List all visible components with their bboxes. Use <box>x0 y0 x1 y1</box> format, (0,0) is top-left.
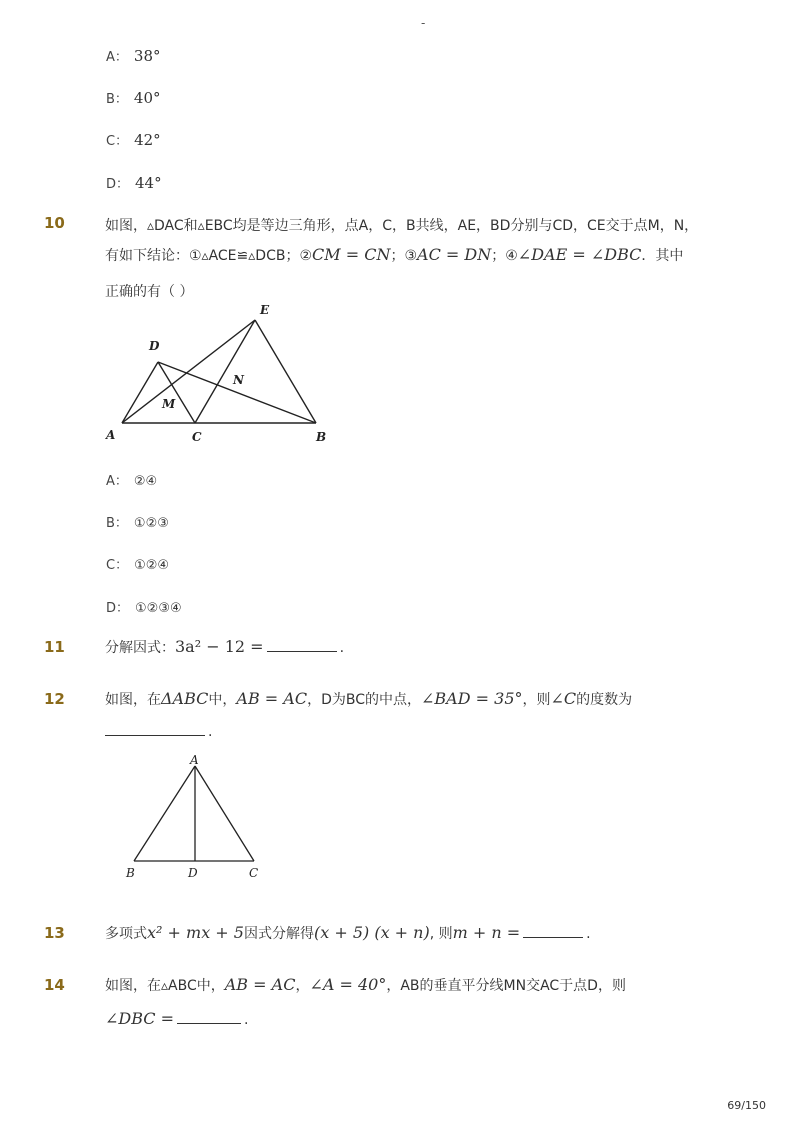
option-letter: B： <box>106 516 128 531</box>
q14-text: 如图，在▵ABC中， <box>105 978 225 994</box>
q12-line1 <box>105 689 632 709</box>
q10-option-c[interactable] <box>106 554 169 573</box>
option-value: ①②③④ <box>135 601 182 616</box>
q12-text: ，D为BC的中点， <box>307 692 422 708</box>
q14-math: AB = AC <box>224 975 296 994</box>
q12-number: 12 <box>44 690 65 708</box>
q10-option-b[interactable] <box>106 512 169 531</box>
q10-line2 <box>105 245 683 265</box>
option-letter: A： <box>106 50 128 65</box>
q11-text: 分解因式： <box>105 640 175 656</box>
label-a: A <box>106 428 116 442</box>
q12-text: 的度数为 <box>576 692 633 708</box>
q10-option-a[interactable] <box>106 470 157 489</box>
label-b: B <box>316 430 327 444</box>
answer-blank[interactable] <box>523 936 583 938</box>
option-letter: D： <box>106 177 130 192</box>
q14-text: ，AB的垂直平分线MN交AC于点D，则 <box>386 978 626 994</box>
q10-option-d[interactable] <box>106 597 182 616</box>
page-number: 69/150 <box>727 1099 766 1112</box>
label-d: D <box>188 866 198 880</box>
option-letter: C： <box>106 558 129 573</box>
q11-line <box>105 637 344 657</box>
q14-number: 14 <box>44 976 65 994</box>
q9-option-b[interactable] <box>106 88 161 107</box>
q10-math: ∠DAE = ∠DBC <box>517 245 642 264</box>
label-a: A <box>190 753 199 767</box>
q13-line <box>105 923 591 943</box>
label-e: E <box>260 303 270 317</box>
q13-number: 13 <box>44 924 65 942</box>
q12-math: ∠BAD = 35° <box>421 689 523 708</box>
label-c: C <box>249 866 259 880</box>
q10-text: ；④ <box>491 248 518 264</box>
q12-math: AB = AC <box>236 689 308 708</box>
q12-text: 中， <box>208 692 237 708</box>
q10-text: ．其中 <box>641 248 684 264</box>
q12-figure <box>118 752 278 884</box>
q12-math: ∠C <box>550 689 577 708</box>
q12-end: . <box>208 724 213 740</box>
q11-number: 11 <box>44 638 65 656</box>
option-value: 38° <box>133 47 161 65</box>
option-value: 40° <box>133 89 161 107</box>
label-b: B <box>126 866 135 880</box>
q10-line3: 正确的有（ ） <box>105 284 194 300</box>
q13-text: , 则 <box>429 926 453 942</box>
option-value: ①②③ <box>133 516 169 531</box>
q12-text: ，则 <box>522 692 551 708</box>
option-letter: C： <box>106 134 129 149</box>
q10-math: AC = DN <box>417 245 492 264</box>
q13-math: x² + mx + 5 <box>147 923 244 942</box>
q9-option-a[interactable] <box>106 46 161 65</box>
page-top-marker: - <box>421 16 426 30</box>
label-d: D <box>149 339 160 353</box>
q10-text: 有如下结论：①▵ACE≌▵DCB；② <box>105 248 312 264</box>
q10-text: 如图， <box>105 218 147 234</box>
q14-line2 <box>105 1009 248 1028</box>
q13-text: 因式分解得 <box>243 926 314 942</box>
q12-line2 <box>105 724 212 740</box>
answer-blank[interactable] <box>177 1022 241 1024</box>
q10-number: 10 <box>44 214 65 232</box>
q13-text: 多项式 <box>105 926 147 942</box>
q14-math: ∠DBC = <box>105 1009 175 1028</box>
q13-math: (x + 5) (x + n) <box>313 923 430 942</box>
q14-end: . <box>244 1012 249 1028</box>
label-n: N <box>233 373 244 387</box>
label-c: C <box>192 430 202 444</box>
option-value: 44° <box>135 174 162 192</box>
q12-text: 如图，在 <box>105 692 161 708</box>
q9-option-d[interactable] <box>106 173 162 192</box>
option-value: 42° <box>134 131 161 149</box>
answer-blank[interactable] <box>267 650 337 652</box>
option-value: ②④ <box>133 474 158 489</box>
label-m: M <box>162 397 176 411</box>
q10-line1 <box>105 215 698 235</box>
q12-math: ΔABC <box>161 689 209 708</box>
q10-text: ；③ <box>390 248 418 264</box>
q14-text: ， <box>295 978 310 994</box>
q11-math: 3a² − 12 = <box>175 637 264 656</box>
q11-end: . <box>339 640 345 656</box>
q14-math: ∠A = 40° <box>309 975 387 994</box>
q10-text: ▵DAC和▵EBC均是等边三角形，点A，C，B共线，AE，BD分别与CD，CE交于点M，N， <box>147 218 699 234</box>
q13-end: . <box>586 926 591 942</box>
answer-blank[interactable] <box>105 734 205 736</box>
q10-math: CM = CN <box>312 245 391 264</box>
option-letter: D： <box>106 601 130 616</box>
q13-math: m + n = <box>452 923 521 942</box>
q9-option-c[interactable] <box>106 130 161 149</box>
q10-figure <box>100 298 340 448</box>
q14-line1 <box>105 975 626 995</box>
option-letter: B： <box>106 92 128 107</box>
option-value: ①②④ <box>134 558 170 573</box>
option-letter: A： <box>106 474 128 489</box>
